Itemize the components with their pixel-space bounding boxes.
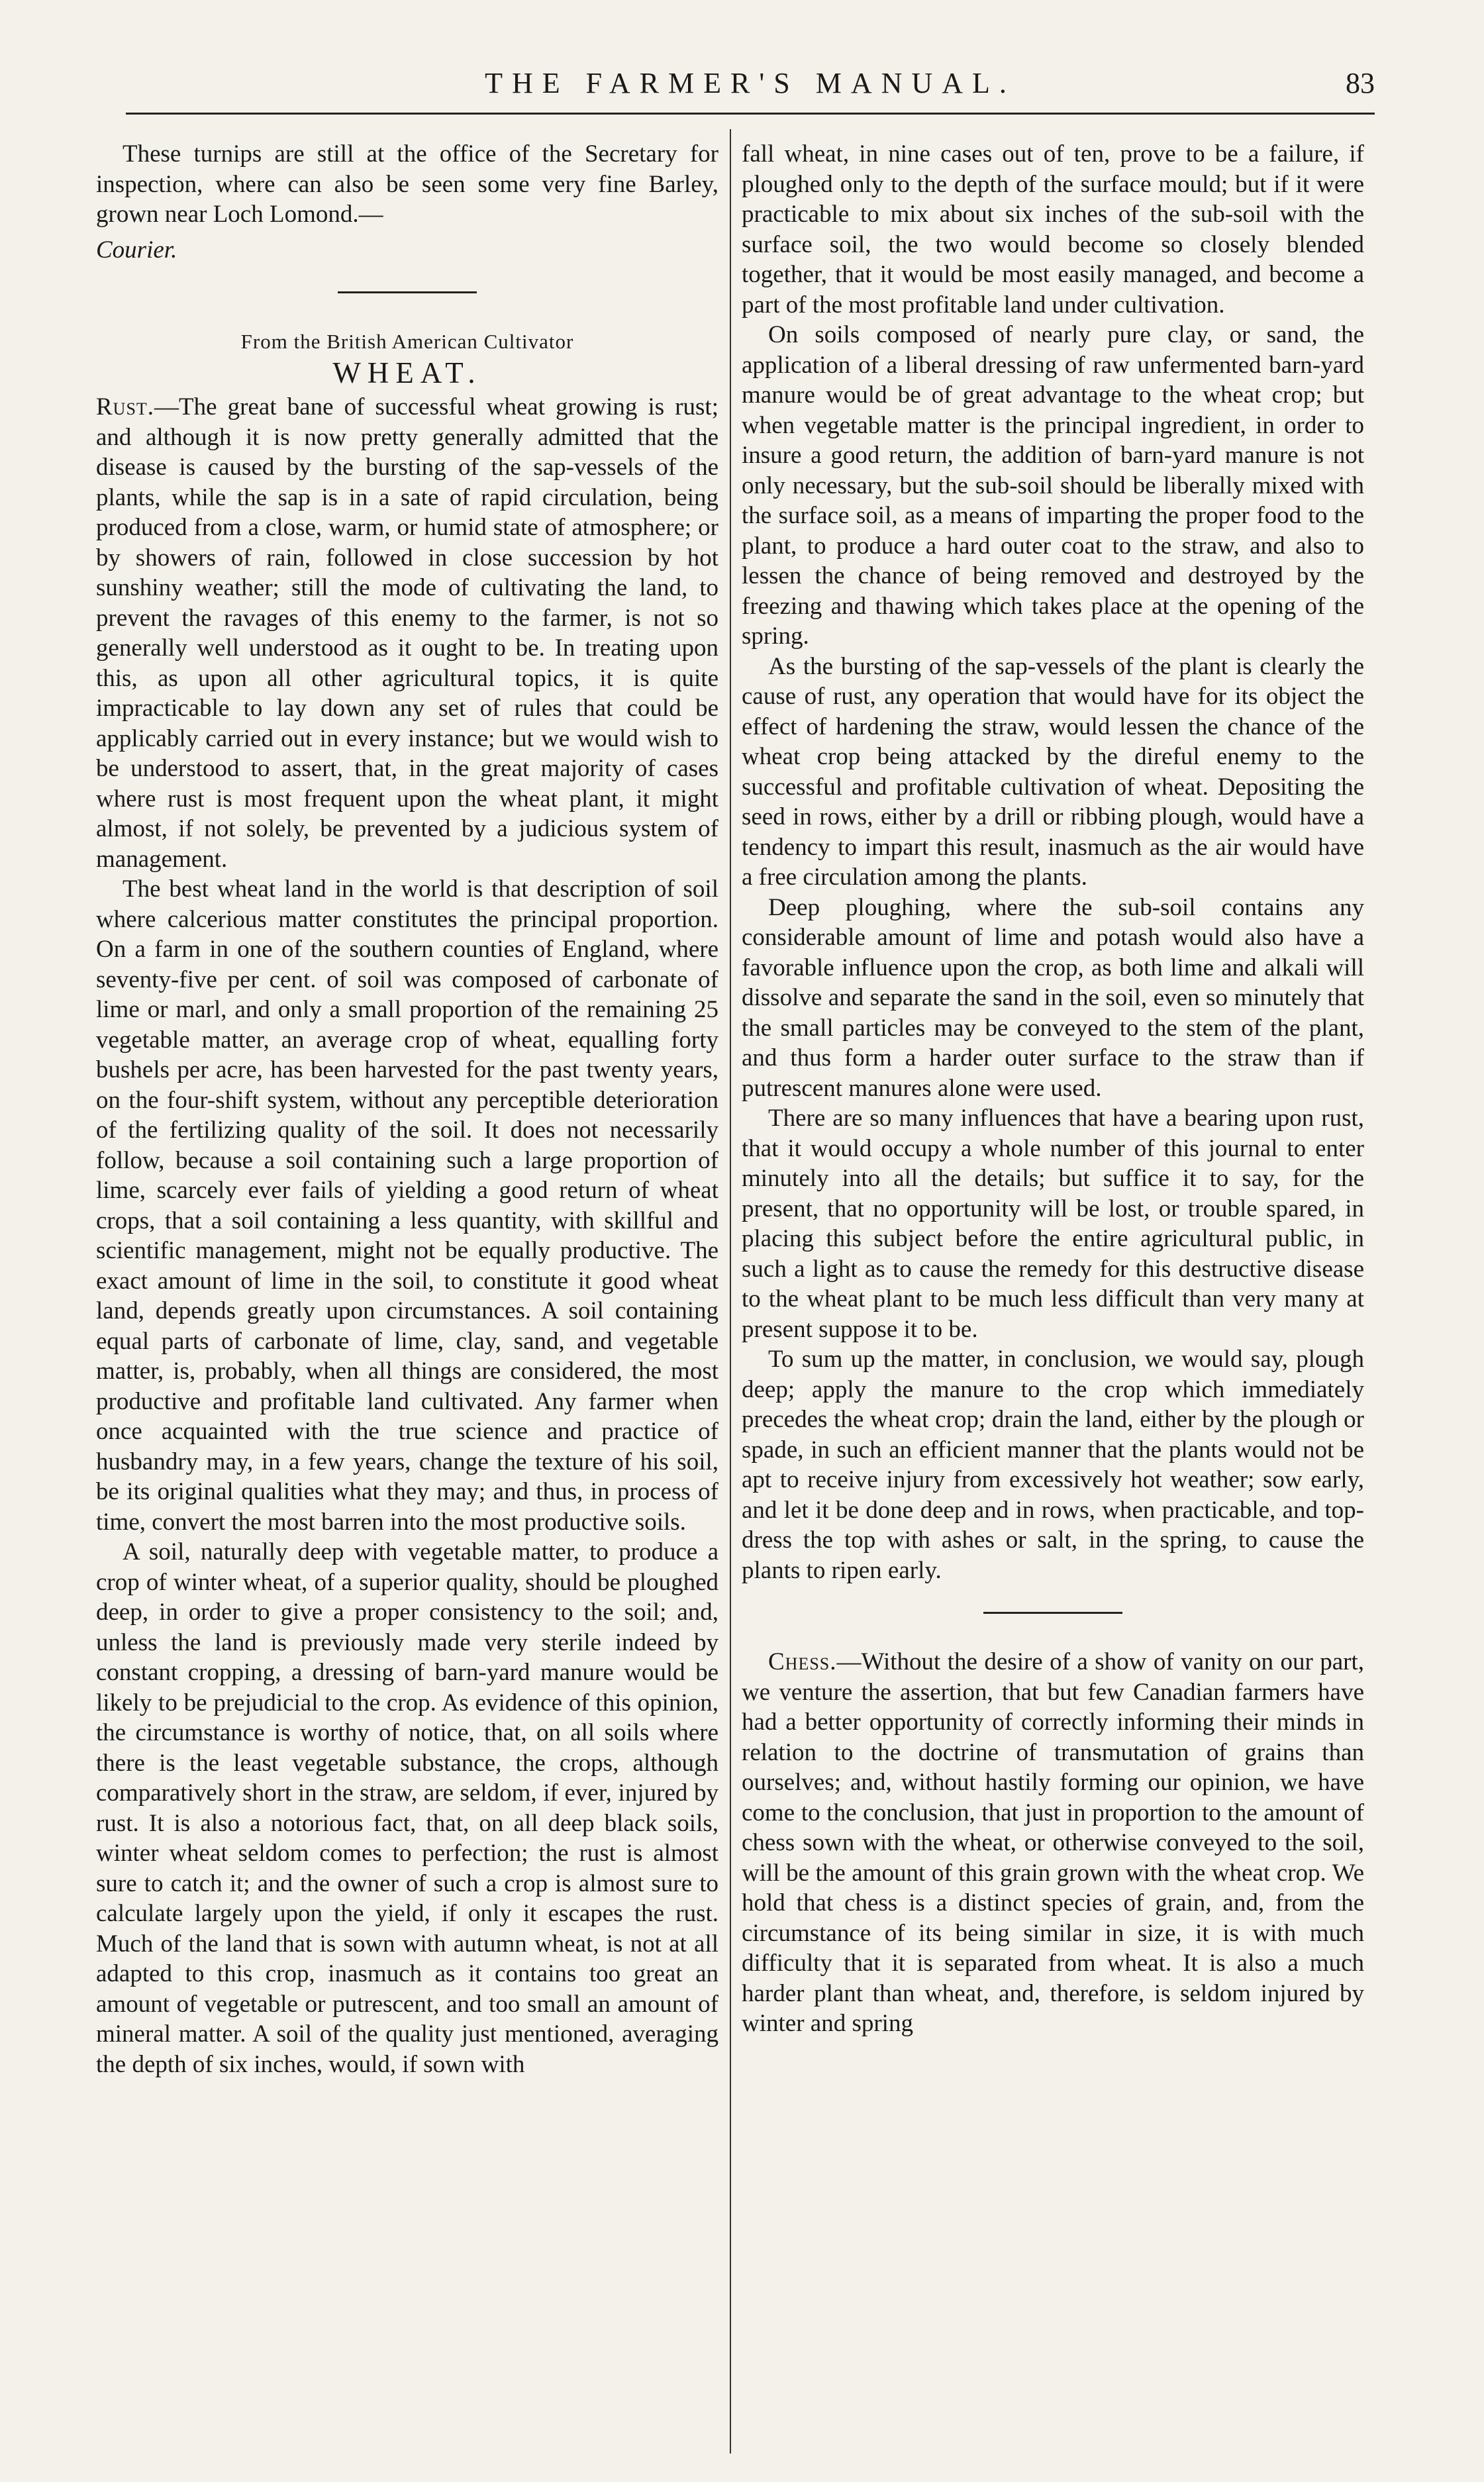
left-column (96, 139, 718, 2079)
running-head (126, 66, 1375, 115)
section-divider-right (983, 1612, 1122, 1614)
deep-ploughing-paragraph: Deep ploughing, where the sub-soil contains any considerable amount of lime and potash would also have a favorable influence upon the crop, as both lime and alkali will dissolve and separate the sand in the soil, even so minutely that the small particles may be conveyed to the stem of the plant, and thus form a harder outer surface to the straw than if putrescent manures alone were used. (742, 893, 1364, 1102)
right-column (742, 139, 1364, 2039)
rust-lead-label: Rust. (96, 393, 155, 421)
conclusion-paragraph: To sum up the matter, in conclusion, we would say, plough deep; apply the manure to the crop which immediately precedes the wheat crop; drain the land, either by the plough or spade, in such an efficient manner that the plants would not be apt to receive injury from excessively hot weather; sow early, and let it be done deep and in rows, when practicable, and top-dress the top with ashes or salt, in the spring, to cause the plants to ripen early. (742, 1346, 1364, 1584)
article-heading: WHEAT. (332, 356, 482, 389)
courier-credit: Courier. (96, 236, 177, 264)
turnips-paragraph (96, 139, 718, 230)
chess-text: —Without the desire of a show of vanity on our part, we venture the assertion, that but few Canadian farmers have had a better opportunity of correctly informing their minds in relation to the doctrine of transmutation of grains than ourselves; and, without hastily forming our opinion, we have come to the conclusion, that just in proportion to the amount of chess sown with the wheat, or otherwise conveyed to the soil, will be the amount of this grain grown with the wheat crop. We hold that chess is a distinct species of grain, and, from the circumstance of its being similar in size, it is with much difficulty that it is separated from wheat. It is also a much harder plant than wheat, and, therefore, is seldom injured by winter and spring (742, 1648, 1364, 2037)
clay-soil-paragraph: On soils composed of nearly pure clay, or sand, the application of a liberal dressing of raw unfermented barn-yard manure would be of great advantage to the wheat crop; but when vegetable matter is the principal ingredient, in order to insure a good return, the addition of barn-yard manure is not only necessary, but the sub-soil should be liberally mixed with the surface soil, as a means of imparting the proper food to the plant, to produce a hard outer coat to the straw, and also to lessen the chance of being removed and destroyed by the freezing and thawing which takes place at the opening of the spring. (742, 321, 1364, 650)
chess-lead-label: Chess. (768, 1648, 837, 1675)
rust-paragraph (96, 392, 718, 874)
rust-text: —The great bane of successful wheat growing is rust; and although it is now pretty generally admitted that the disease is caused by the bursting of the sap-vessels of the plants, while the sap is in a sate of rapid circulation, being produced from a close, warm, or humid state of atmosphere; or by showers of rain, followed in close succession by hot sunshiny weather; still the mode of cultivating the land, to prevent the ravages of this enemy to the farmer, is not so generally well understood as it ought to be. In treating upon this, as upon all other agricultural topics, it is quite impracticable to lay down any set of rules that could be applicably carried out in every instance; but we would wish to be understood to assert, that, in the great majority of cases where rust is most frequent upon the wheat plant, it might almost, if not solely, be prevented by a judicious system of management. (96, 393, 718, 873)
page-number: 83 (1346, 67, 1375, 99)
sap-vessels-paragraph: As the bursting of the sap-vessels of the plant is clearly the cause of rust, any operation that would have for its object the effect of hardening the straw, would lessen the chance of the wheat crop being attacked by the direful enemy to the successful and profitable cultivation of wheat. Depositing the seed in rows, either by a drill or ribbing plough, would have a tendency to impart this result, inasmuch as the air would have a free circulation among the plants. (742, 652, 1364, 891)
deep-soil-paragraph: A soil, naturally deep with vegetable matter, to produce a crop of winter wheat, of a superior quality, should be ploughed deep, in order to give a proper consistency to the soil; and, unless the land is previously made very sterile indeed by constant cropping, a dressing of barn-yard manure would be likely to be prejudicial to the crop. As evidence of this opinion, the circumstance is worthy of notice, that, on all soils where there is the least vegetable substance, the crops, although comparatively short in the straw, are seldom, if ever, injured by rust. It is also a notorious fact, that, on all deep black soils, winter wheat seldom comes to perfection; the rust is almost sure to catch it; and the owner of such a crop is almost sure to calculate largely upon the yield, if only it escapes the rust. Much of the land that is sown with autumn wheat, is not at all adapted to this crop, inasmuch as it contains too great an amount of vegetable or putrescent, and too small an amount of mineral matter. A soil of the quality just mentioned, averaging the depth of six inches, would, if sown with (96, 1538, 718, 2078)
source-line: From the British American Cultivator (240, 330, 574, 353)
continued-paragraph: fall wheat, in nine cases out of ten, prove to be a failure, if ploughed only to the depth of the surface mould; but if it were practicable to mix about six inches of the sub-soil with the surface soil, the two would become so closely blended together, that it would be most easily managed, and become a part of the most profitable land under cultivation. (742, 140, 1364, 319)
wheat-land-paragraph: The best wheat land in the world is that description of soil where calcerious matter constitutes the principal proportion. On a farm in one of the southern counties of England, where seventy-five per cent. of soil was composed of carbonate of lime or marl, and only a small proportion of the remaining 25 vegetable matter, an average crop of wheat, equalling forty bushels per acre, has been harvested for the past twenty years, on the four-shift system, without any perceptible deterioration of the fertilizing quality of the soil. It does not necessarily follow, because a soil containing such a large proportion of lime, scarcely ever fails of yielding a good return of wheat crops, that a soil containing a less quantity, with skillful and scientific management, might not be equally productive. The exact amount of lime in the soil, to constitute it good wheat land, depends greatly upon circumstances. A soil containing equal parts of carbonate of lime, clay, sand, and vegetable matter, is, probably, when all things are considered, the most productive and profitable land cultivated. Any farmer when once acquainted with the true science and practice of husbandry may, in a few years, change the texture of his soil, be its original qualities what they may; and thus, in process of time, convert the most barren into the most productive soils. (96, 875, 718, 1536)
column-rule (730, 129, 731, 2454)
turnips-text: These turnips are still at the office of the Secretary for inspection, where can also be seen some very fine Barley, grown near Loch Lomond.— (96, 140, 718, 228)
section-divider (338, 291, 477, 293)
chess-paragraph (742, 1647, 1364, 2039)
running-title: THE FARMER'S MANUAL. (485, 67, 1016, 99)
influences-paragraph: There are so many influences that have a bearing upon rust, that it would occupy a whole number of this journal to enter minutely into all the details; but suffice it to say, for the present, that no opportunity will be lost, or trouble spared, in placing this subject before the entire agricultural public, in such a light as to cause the remedy for this destructive disease to the wheat plant to be much less difficult than very many at present suppose it to be. (742, 1105, 1364, 1343)
